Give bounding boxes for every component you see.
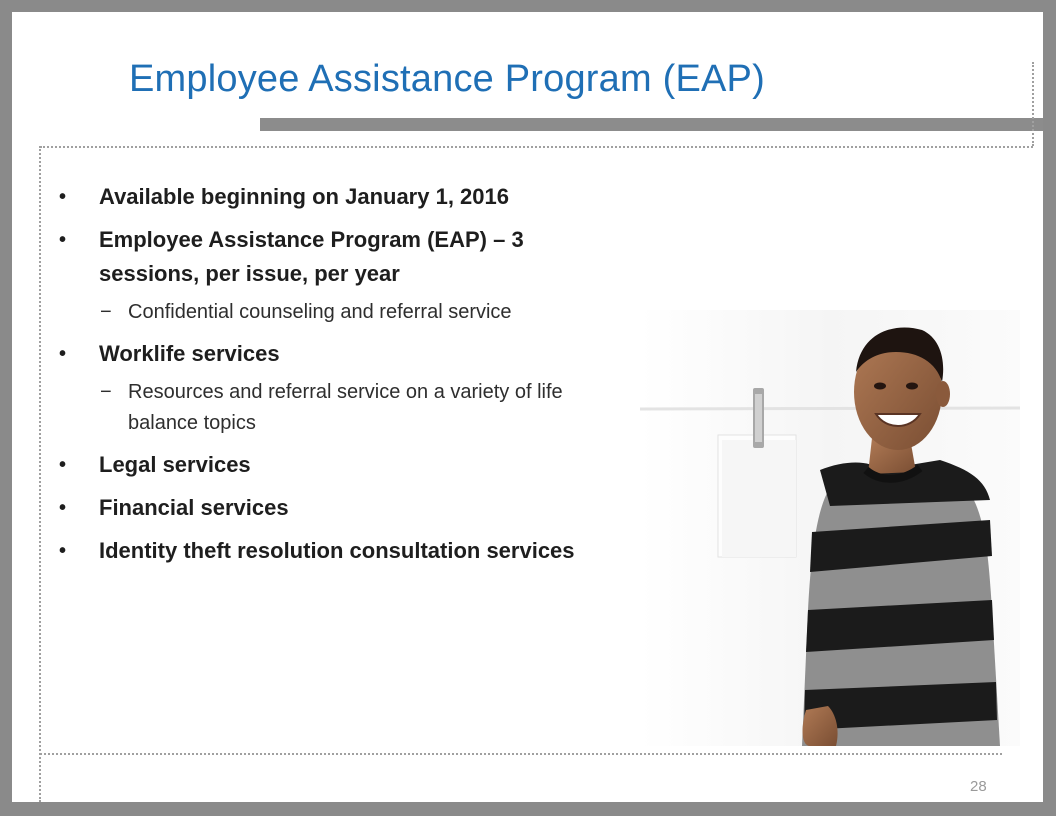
frame-dotted-line [40, 753, 1002, 755]
bullet-item [57, 448, 627, 482]
bullet-dot-icon: • [59, 497, 67, 519]
bullet-dot-icon: • [59, 186, 67, 208]
bullet-text: Financial services [99, 495, 289, 520]
bullet-dot-icon: • [59, 343, 67, 365]
bullet-text: Worklife services [99, 341, 280, 366]
sub-bullet-text: Confidential counseling and referral service [128, 301, 512, 323]
dash-icon: − [100, 301, 112, 323]
bullet-item [57, 337, 627, 371]
bullet-text: Employee Assistance Program (EAP) – 3 sessions, per issue, per year [99, 227, 524, 286]
bullet-dot-icon: • [59, 454, 67, 476]
sub-bullet-text: Resources and referral service on a variety of life balance topics [128, 381, 563, 434]
bullet-item [57, 491, 627, 525]
bullet-list [57, 180, 627, 577]
bullet-text: Identity theft resolution consultation services [99, 538, 575, 563]
dash-icon: − [100, 381, 112, 403]
bullet-item [57, 223, 627, 291]
bullet-dot-icon: • [59, 540, 67, 562]
frame-dotted-line [39, 146, 41, 802]
frame-dotted-line [40, 146, 1033, 148]
sub-bullet-item [57, 297, 628, 328]
sub-bullet-item [57, 377, 628, 439]
bullet-dot-icon: • [59, 229, 67, 251]
bullet-text: Legal services [99, 452, 251, 477]
bullet-item [57, 180, 627, 214]
page-number: 28 [970, 778, 987, 795]
slide [12, 12, 1043, 802]
title-underline-bar [260, 118, 1043, 131]
frame-dotted-line [1032, 62, 1034, 146]
bullet-item [57, 534, 627, 568]
bullet-text: Available beginning on January 1, 2016 [99, 184, 509, 209]
slide-title: Employee Assistance Program (EAP) [129, 58, 765, 100]
smiling-man-photo-icon [640, 310, 1020, 746]
